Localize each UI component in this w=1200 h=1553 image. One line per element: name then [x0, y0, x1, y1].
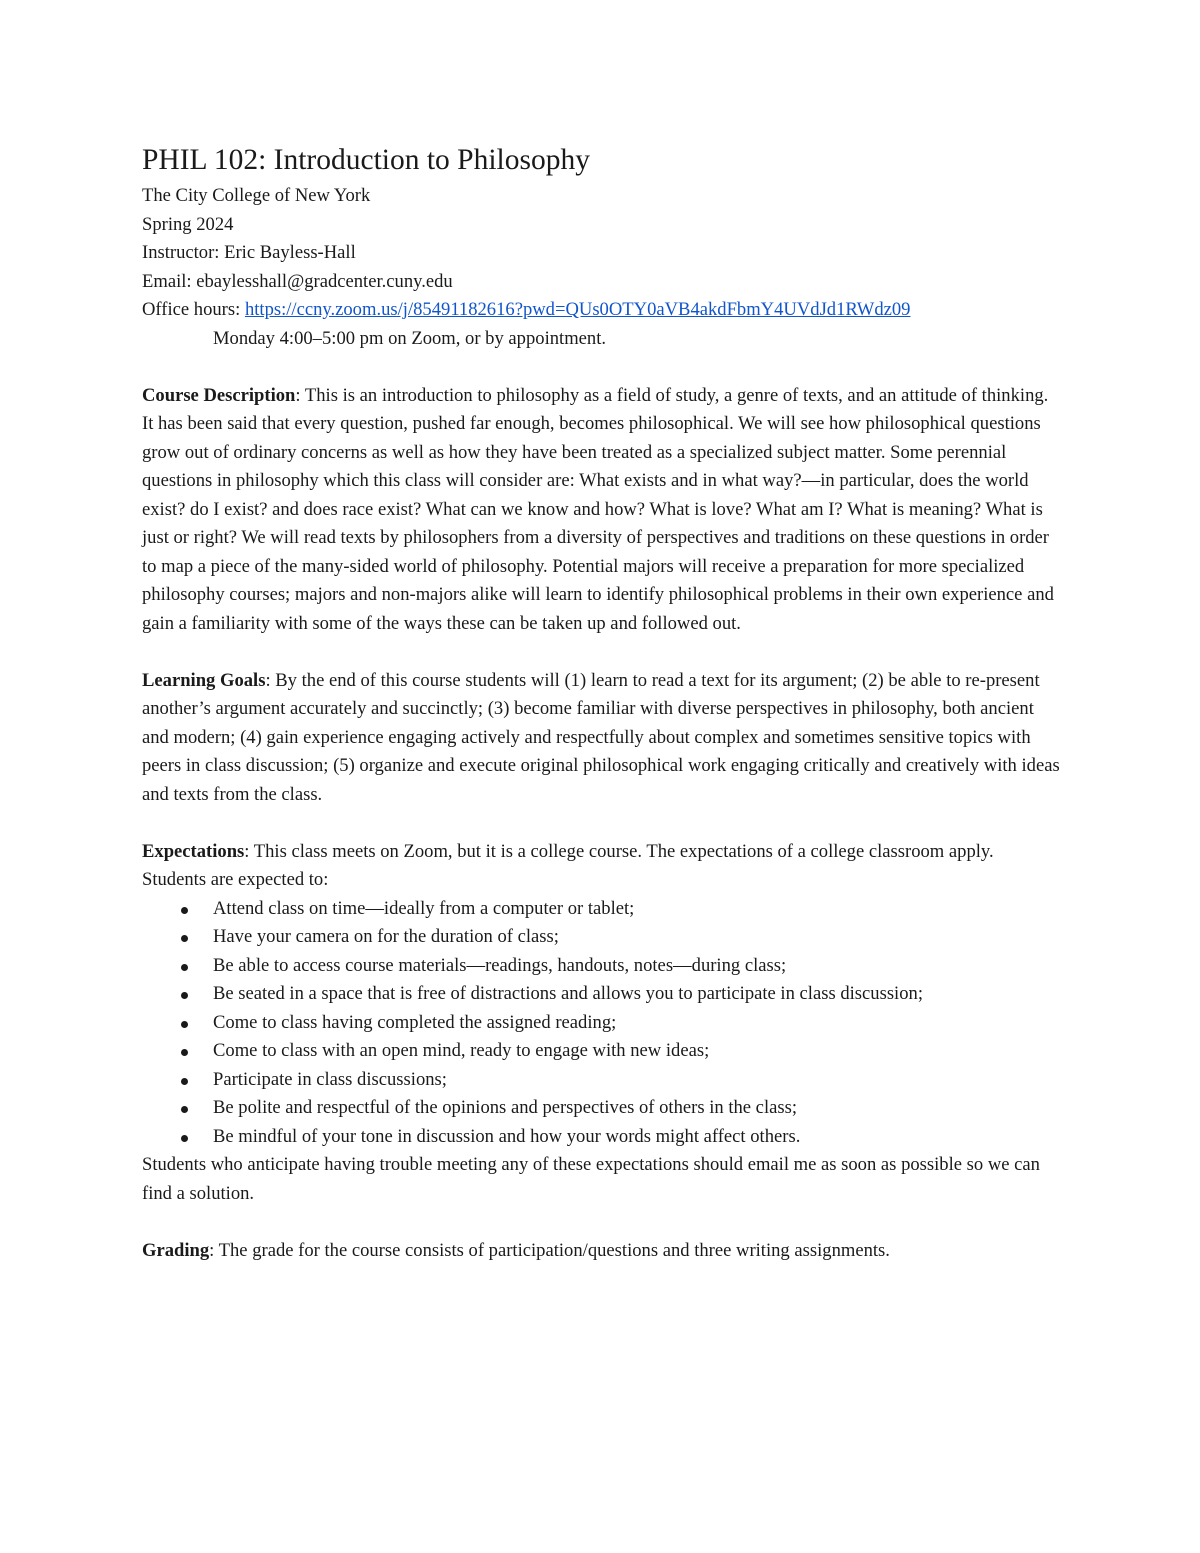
learning-goals-text: : By the end of this course students will (1) learn to read a text for its argument; (2) be able to re-present another’s argument accurately and succinctly; (3) become familiar with diverse perspectives in philosophy, both ancient and modern; (4) gain experience engaging actively and respectfully about complex and sometimes sensitive topics with peers in class discussion; (5) organize and execute original philosophical work engaging critically and creatively with ideas and texts from the class.: [142, 669, 1060, 805]
term: Spring 2024: [142, 213, 234, 235]
bullet-icon: [181, 907, 188, 914]
expectations-heading: Expectations: [142, 840, 245, 862]
course-description-heading: Course Description: [142, 384, 296, 406]
bullet-icon: [181, 1049, 188, 1056]
list-item-text: Participate in class discussions;: [213, 1068, 447, 1090]
list-item: [142, 980, 1062, 1009]
course-description: [142, 382, 1062, 639]
office-hours-time: Monday 4:00–5:00 pm on Zoom, or by appointment.: [213, 327, 607, 349]
list-item: [142, 895, 1062, 924]
list-item-text: Come to class with an open mind, ready to engage with new ideas;: [213, 1040, 710, 1061]
college-name: The City College of New York: [142, 185, 371, 206]
bullet-icon: [181, 1021, 188, 1028]
list-item: [142, 952, 1062, 981]
bullet-icon: [181, 1135, 188, 1142]
office-hours-label: Office hours:: [142, 299, 245, 320]
list-item-text: Be polite and respectful of the opinions and perspectives of others in the class;: [213, 1097, 797, 1118]
office-hours: [142, 296, 1062, 325]
instructor: Instructor: Eric Bayless-Hall: [142, 242, 356, 263]
grading: [142, 1237, 1062, 1266]
expectations-intro: : This class meets on Zoom, but it is a college course. The expectations of a college classroom apply. Students are expected to:: [142, 840, 994, 890]
zoom-link[interactable]: https://ccny.zoom.us/j/85491182616?pwd=QUs0OTY0aVB4akdFbmY4UVdJd1RWdz09: [244, 299, 911, 320]
bullet-icon: [181, 964, 188, 971]
expectations: [142, 838, 1062, 895]
course-description-text: : This is an introduction to philosophy as a field of study, a genre of texts, and an attitude of thinking. It has been said that every question, pushed far enough, becomes philosophical. We will see how philosophical questions grow out of ordinary concerns as well as how they have been treated as a specialized subject matter. Some perennial questions in philosophy which this class will consider are: What exists and in what way?—in particular, does the world exist? do I exist? and does race exist? What can we know and how? What is love? What am I? What is meaning? What is just or right? We will read texts by philosophers from a diversity of perspectives and traditions on these questions in order to map a piece of the many-sided world of philosophy. Potential majors will receive a preparation for more specialized philosophy courses; majors and non-majors alike will learn to identify philosophical problems in their own experience and gain a familiarity with some of the ways these can be taken up and followed out.: [142, 384, 1054, 634]
list-item-text: Have your camera on for the duration of class;: [213, 926, 559, 947]
bullet-icon: [181, 992, 188, 999]
list-item: [142, 1123, 1062, 1152]
list-item: [142, 1066, 1062, 1095]
list-item: [142, 1094, 1062, 1123]
expectations-closing: Students who anticipate having trouble meeting any of these expectations should email me as soon as possible so we can find a solution.: [142, 1154, 1040, 1204]
syllabus-page: [142, 140, 1062, 1265]
grading-text: : The grade for the course consists of participation/questions and three writing assignments.: [209, 1239, 890, 1261]
learning-goals-heading: Learning Goals: [142, 669, 266, 691]
list-item-text: Be seated in a space that is free of distractions and allows you to participate in class discussion;: [213, 983, 923, 1004]
list-item: [142, 1037, 1062, 1066]
bullet-icon: [181, 1078, 188, 1085]
bullet-icon: [181, 1106, 188, 1113]
learning-goals: [142, 667, 1062, 810]
list-item-text: Be mindful of your tone in discussion and how your words might affect others.: [213, 1125, 801, 1147]
list-item: [142, 923, 1062, 952]
list-item-text: Be able to access course materials—readings, handouts, notes—during class;: [213, 954, 787, 976]
bullet-icon: [181, 935, 188, 942]
grading-heading: Grading: [142, 1239, 210, 1261]
expectations-list: [142, 895, 1062, 1152]
list-item: [142, 1009, 1062, 1038]
email: Email: ebaylesshall@gradcenter.cuny.edu: [142, 270, 453, 292]
page-title: PHIL 102: Introduction to Philosophy: [142, 144, 590, 176]
list-item-text: Come to class having completed the assigned reading;: [213, 1011, 617, 1033]
list-item-text: Attend class on time—ideally from a computer or tablet;: [213, 897, 635, 919]
